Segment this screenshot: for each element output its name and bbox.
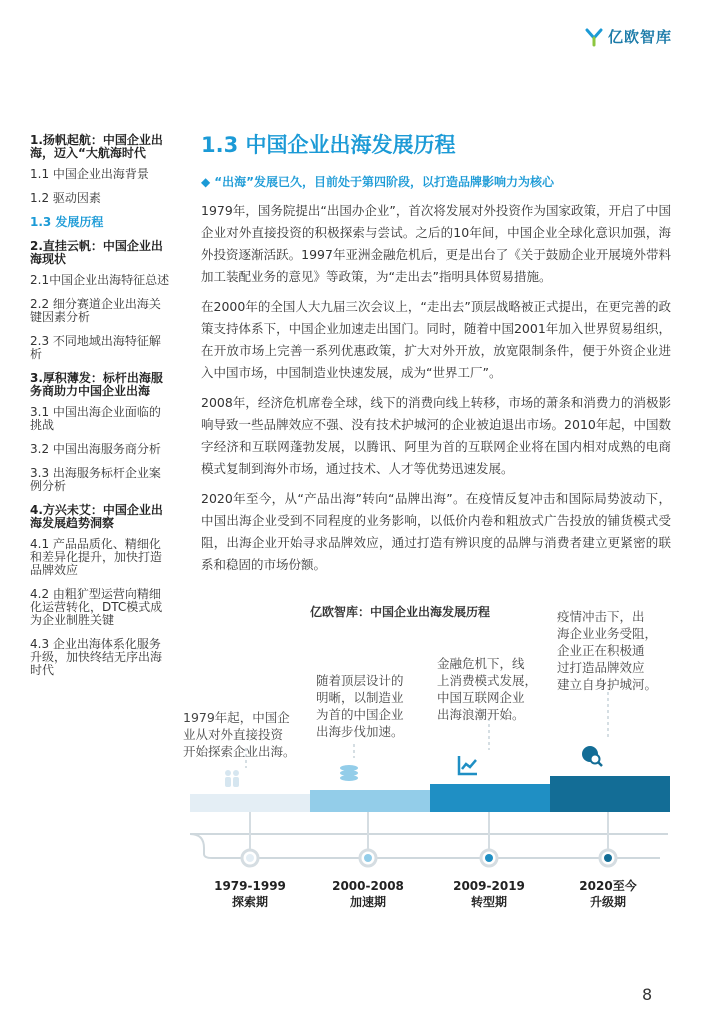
stage-bar-1: [190, 794, 310, 812]
stage-dot-1-inner: [246, 854, 254, 862]
subheading-text: “出海”发展已久，目前处于第四阶段，以打造品牌影响力为核心: [214, 175, 555, 189]
brand-name: 亿欧智库: [608, 28, 673, 46]
stage-dot-3-inner: [485, 854, 493, 862]
stage-name: 升级期: [589, 895, 626, 909]
toc-item[interactable]: 3.1 中国出海企业面临的挑战: [30, 405, 161, 432]
people-icon: [222, 768, 242, 788]
toc-section-title[interactable]: 2.直挂云帆：中国企业出海现状: [30, 239, 163, 266]
main-content: [201, 130, 671, 584]
stage-note-4: 疫情冲击下，出 海企业业务受阻， 企业正在积极通 过打造品牌效应 建立自身护城河。: [557, 609, 658, 692]
toc-item[interactable]: 4.1 产品品质化、精细化和差异化提升，加快打造品牌效应: [30, 537, 163, 577]
stage-dot-2-inner: [364, 854, 372, 862]
toc-section: [30, 134, 172, 229]
stage-period: 1979-1999: [214, 879, 286, 893]
toc-section-title[interactable]: 1.扬帆起航：中国企业出海，迈入“大航海时代: [30, 133, 163, 160]
stage-label-4: [543, 878, 673, 910]
toc-section-title[interactable]: 4.方兴未艾：中国企业出海发展趋势洞察: [30, 503, 163, 530]
toc-item[interactable]: 1.1 中国企业出海背景: [30, 167, 149, 181]
stage-dot-4-inner: [604, 854, 612, 862]
toc-item[interactable]: 1.2 驱动因素: [30, 191, 101, 205]
growth-chart-icon: [457, 754, 479, 776]
stage-note-1: 1979年起，中国企 业从对外直接投资 开始探索企业出海。: [183, 710, 296, 759]
page-number: 8: [642, 985, 653, 1004]
stage-note-3: 金融危机下，线 上消费模式发展， 中国互联网企业 出海浪潮开始。: [437, 656, 538, 722]
stage-period: 2000-2008: [332, 879, 404, 893]
stage-note-2: 随着顶层设计的 明晰，以制造业 为首的中国企业 出海步伐加速。: [316, 673, 404, 739]
stage-label-3: [424, 878, 554, 910]
timeline-title: 亿欧智库：中国企业出海发展历程: [310, 605, 491, 619]
body-paragraph: 在2000年的全国人大九届三次会议上，“走出去”顶层战略被正式提出，在更完善的政策支持体系下，中国企业加速走出国门。同时，随着中国2001年加入世界贸易组织，在开放市场上完善一系列优惠政策，扩大对外开放，放宽限制条件，便于外资企业进入中国市场，中国制造业快速发展，成为“世界工厂”。: [201, 299, 671, 380]
toc-item[interactable]: 4.3 企业出海体系化服务升级，加快终结无序出海时代: [30, 637, 163, 677]
development-timeline: [0, 598, 710, 918]
toc-section: [30, 240, 172, 361]
body-paragraph: 2020年至今，从“产品出海”转向“品牌出海”。在疫情反复冲击和国际局势波动下，中国出海企业受到不同程度的业务影响，以低价内卷和粗放式广告投放的铺货模式受阻，出海企业开始寻求品牌效应，通过打造有辨识度的品牌与消费者建立更紧密的联系和稳固的市场份额。: [201, 491, 671, 572]
brand-logo: [584, 26, 672, 47]
coins-icon: [338, 764, 360, 784]
globe-search-icon: [580, 744, 604, 768]
stage-bar-3: [430, 784, 550, 812]
stage-label-1: [185, 878, 315, 910]
page-title: 1.3 中国企业出海发展历程: [201, 133, 456, 157]
brand-logo-mark-icon: [584, 27, 604, 47]
toc-section-title[interactable]: 3.厚积薄发：标杆出海服务商助力中国企业出海: [30, 371, 163, 398]
stage-period: 2009-2019: [453, 879, 525, 893]
toc-item[interactable]: 4.2 由粗犷型运营向精细化运营转化，DTC模式成为企业制胜关键: [30, 587, 163, 627]
body-paragraph: 2008年，经济危机席卷全球，线下的消费向线上转移，市场的萧条和消费力的消极影响导致一些品牌效应不强、没有技术护城河的企业被迫退出市场。2010年起，中国数字经济和互联网蓬勃发展，以腾讯、阿里为首的互联网企业将在国内相对成熟的电商模式复制到海外市场，通过技术、人才等优势迅速发展。: [201, 395, 671, 476]
toc-item[interactable]: 2.2 细分赛道企业出海关键因素分析: [30, 297, 161, 324]
stage-bar-2: [310, 790, 430, 812]
toc-section: [30, 372, 172, 493]
stage-period: 2020至今: [579, 879, 637, 893]
timeline-track: [190, 834, 660, 858]
stage-bar-4: [550, 776, 670, 812]
body-paragraph: 1979年，国务院提出“出国办企业”，首次将发展对外投资作为国家政策，开启了中国企业对外直接投资的积极探索与尝试。之后的10年间，中国企业全球化意识加强，海外投资逐渐活跃。1997年亚洲金融危机后，更是出台了《关于鼓励企业开展境外带料加工装配业务的意见》等政策，为“走出去”指明具体贸易措施。: [201, 203, 671, 284]
diamond-bullet-icon: ◆: [201, 175, 211, 189]
section-subheading: [201, 174, 671, 190]
stage-label-2: [303, 878, 433, 910]
stage-name: 转型期: [470, 895, 507, 909]
toc-item-active[interactable]: 1.3 发展历程: [30, 215, 104, 229]
toc-item[interactable]: 3.2 中国出海服务商分析: [30, 442, 161, 456]
toc-item[interactable]: 2.1中国企业出海特征总述: [30, 273, 170, 287]
toc-item[interactable]: 3.3 出海服务标杆企业案例分析: [30, 466, 161, 493]
stage-name: 探索期: [231, 895, 268, 909]
toc-item[interactable]: 2.3 不同地域出海特征解析: [30, 334, 161, 361]
stage-name: 加速期: [349, 895, 386, 909]
